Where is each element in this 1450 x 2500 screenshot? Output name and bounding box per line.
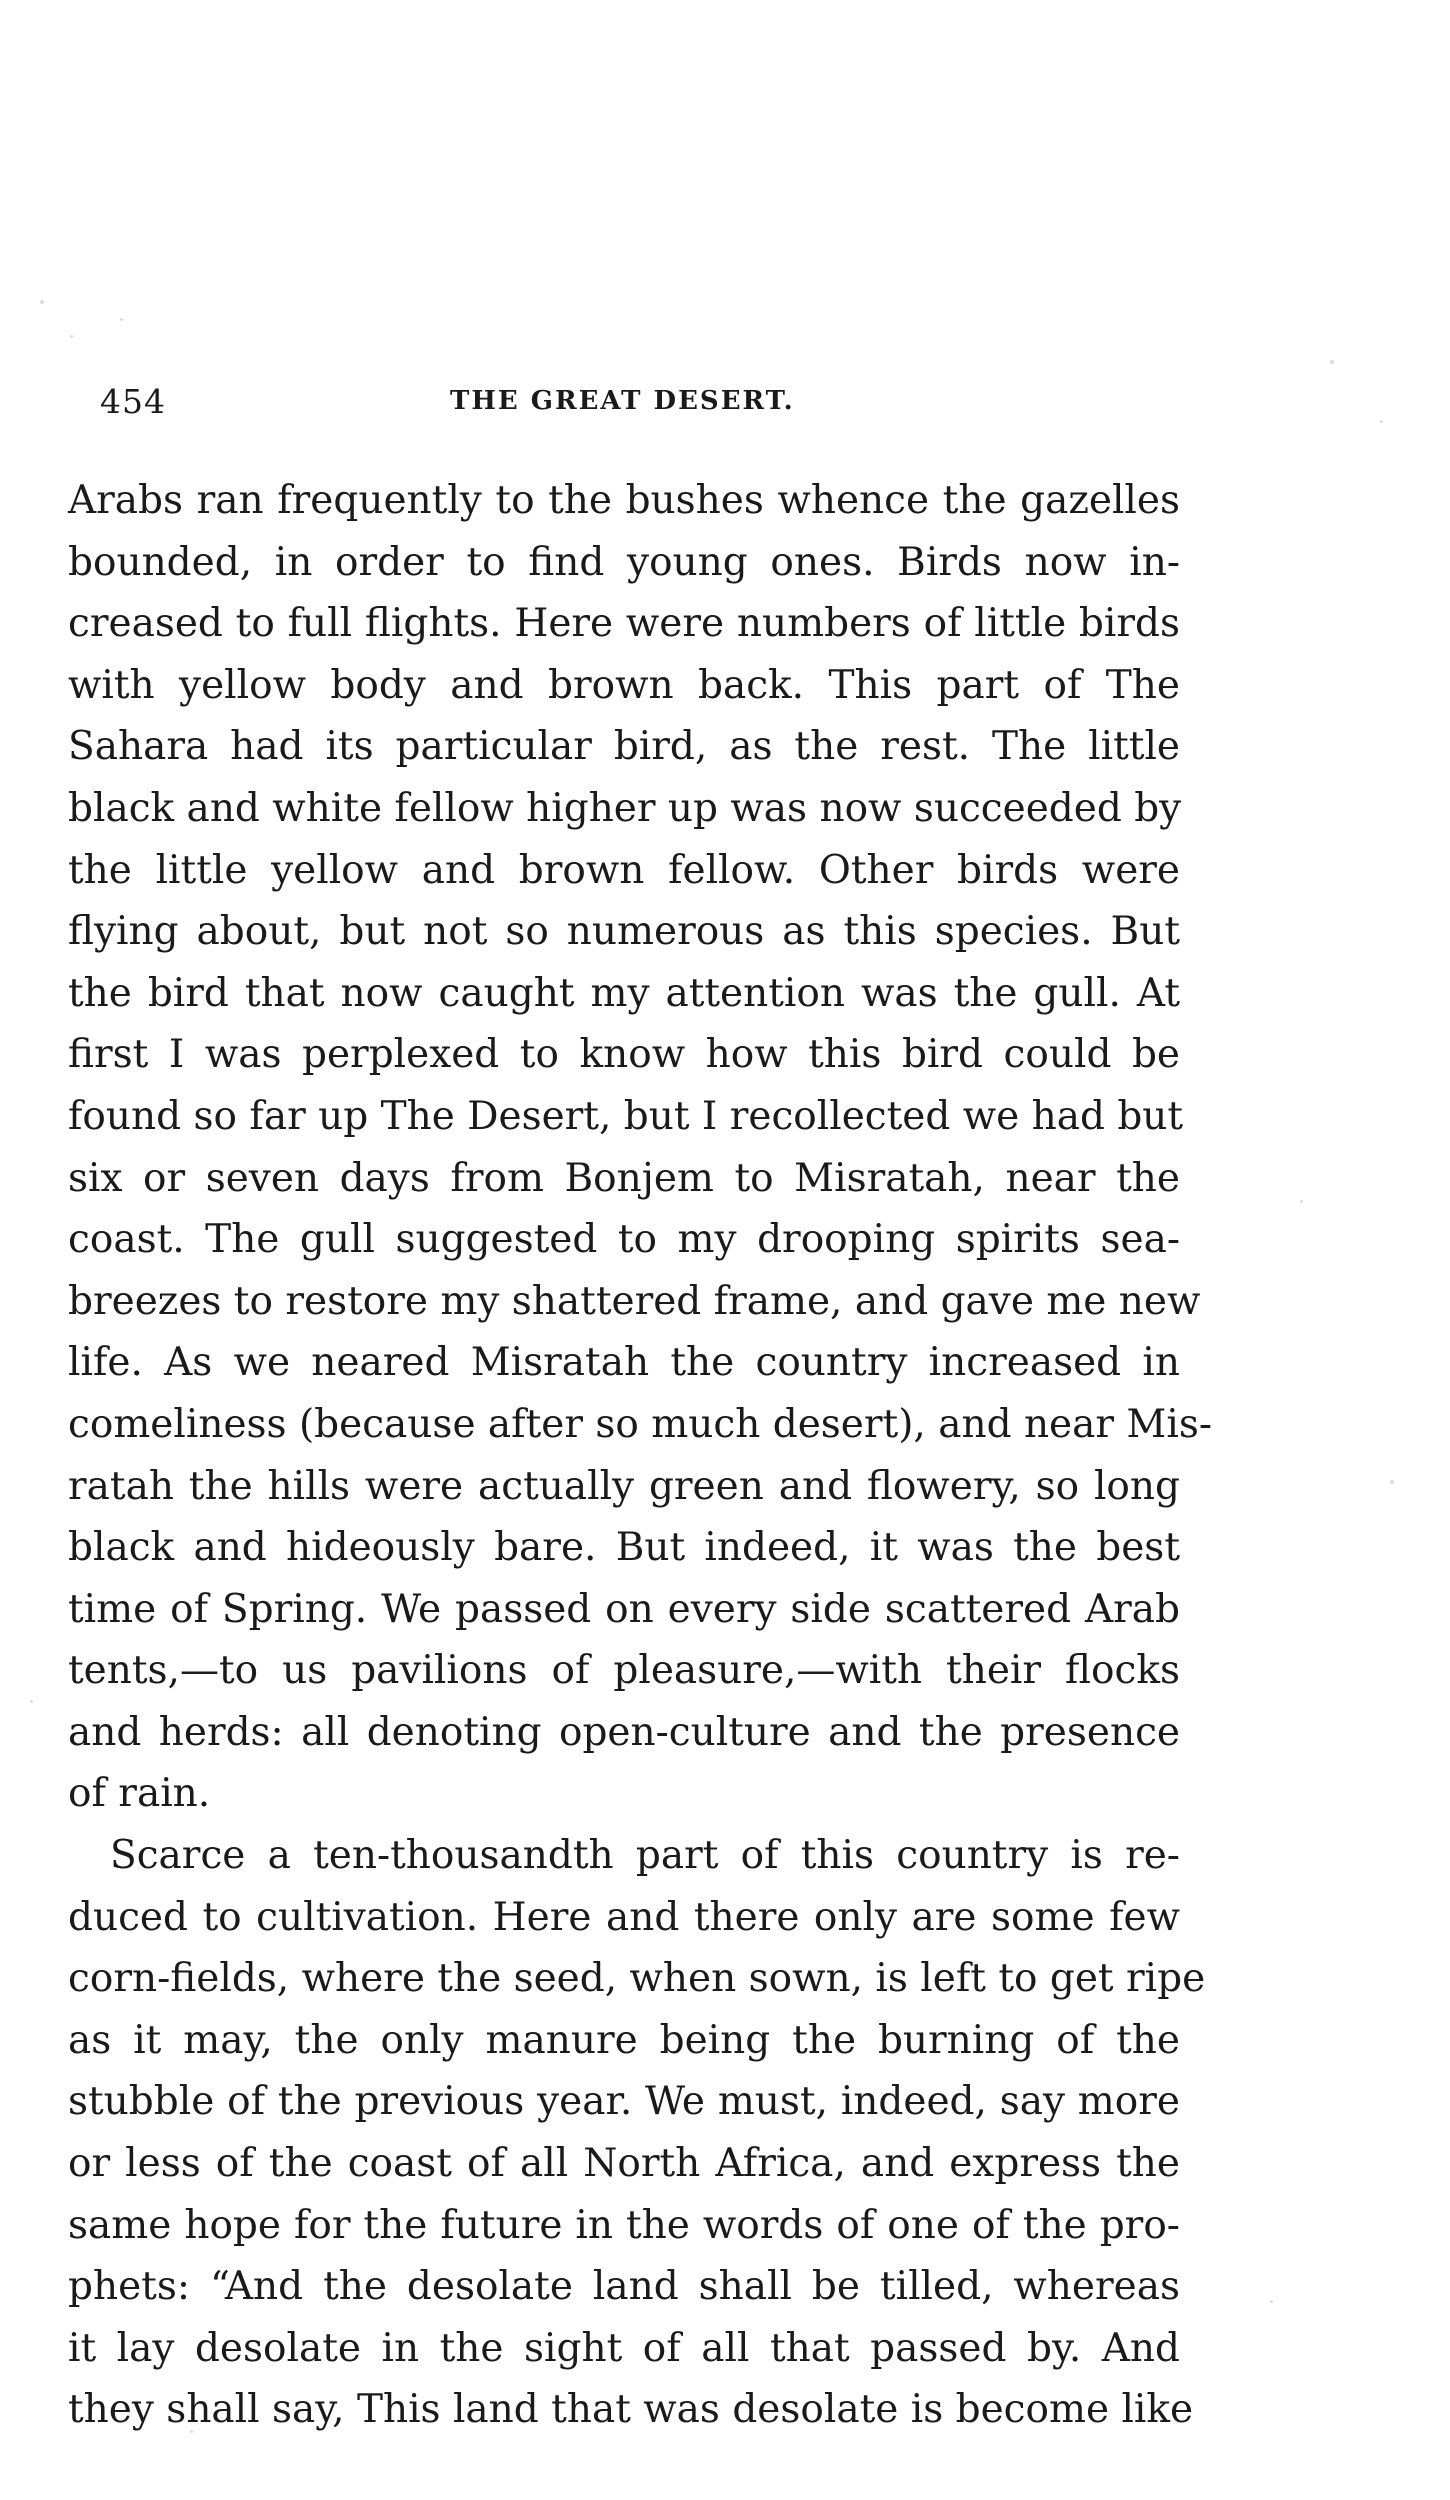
text-line: or less of the coast of all North Africa, and express the: [68, 2141, 1180, 2187]
text-line: black and white fellow higher up was now succeeded by: [68, 785, 1182, 831]
text-line: found so far up The Desert, but I recollected we had but: [68, 1093, 1184, 1139]
text-line: and herds: all denoting open-culture and the presence: [68, 1709, 1180, 1755]
text-line: creased to full flights. Here were numbers of little birds: [68, 601, 1180, 647]
text-line: bounded, in order to find young ones. Birds now in-: [68, 539, 1180, 585]
text-line: tents,—to us pavilions of pleasure,—with their flocks: [68, 1648, 1180, 1694]
text-line: Sahara had its particular bird, as the rest. The little: [68, 724, 1180, 770]
text-line: Arabs ran frequently to the bushes whence the gazelles: [68, 478, 1180, 523]
running-head: THE GREAT DESERT.: [450, 386, 795, 416]
text-line: of rain.: [68, 1771, 211, 1817]
text-line: first I was perplexed to know how this bird could be: [68, 1032, 1180, 1078]
text-line: black and hideously bare. But indeed, it was the best: [68, 1525, 1180, 1571]
paper-speckle: [1300, 1200, 1303, 1203]
text-line: coast. The gull suggested to my drooping spirits sea-: [68, 1217, 1180, 1263]
paper-speckle: [70, 335, 73, 338]
text-line: duced to cultivation. Here and there only are some few: [68, 1894, 1180, 1940]
text-line: as it may, the only manure being the burning of the: [68, 2017, 1180, 2063]
text-line: comeliness (because after so much desert), and near Mis-: [68, 1401, 1213, 1447]
paper-speckle: [40, 300, 44, 304]
text-line: the bird that now caught my attention was the gull. At: [68, 970, 1180, 1016]
page-number: 454: [100, 382, 166, 421]
text-line: Scarce a ten-thousandth part of this country is re-: [110, 1833, 1180, 1879]
text-line: the little yellow and brown fellow. Other birds were: [68, 847, 1180, 893]
text-line: they shall say, This land that was desolate is become like: [68, 2387, 1194, 2433]
paper-speckle: [1390, 1480, 1394, 1484]
text-line: with yellow body and brown back. This part of The: [68, 662, 1180, 708]
paper-speckle: [1330, 360, 1334, 364]
paper-speckle: [1380, 420, 1383, 423]
text-line: flying about, but not so numerous as this species. But: [68, 909, 1180, 955]
text-line: corn-fields, where the seed, when sown, is left to get ripe: [68, 1956, 1206, 2002]
text-line: ratah the hills were actually green and flowery, so long: [68, 1463, 1180, 1509]
page-header: [100, 382, 1200, 432]
text-line: life. As we neared Misratah the country increased in: [68, 1340, 1180, 1386]
text-line: stubble of the previous year. We must, indeed, say more: [68, 2079, 1180, 2125]
text-line: breezes to restore my shattered frame, and gave me new: [68, 1278, 1201, 1324]
paragraph-1: [68, 470, 1213, 1825]
paragraph-2: [68, 1825, 1206, 2441]
text-line: six or seven days from Bonjem to Misratah, near the: [68, 1155, 1180, 1201]
body-text: [68, 470, 1213, 2441]
text-line: phets: “And the desolate land shall be tilled, whereas: [68, 2264, 1180, 2310]
text-line: same hope for the future in the words of one of the pro-: [68, 2202, 1180, 2248]
paper-speckle: [120, 318, 123, 321]
text-line: it lay desolate in the sight of all that passed by. And: [68, 2325, 1180, 2371]
paper-speckle: [30, 1700, 33, 1703]
text-line: time of Spring. We passed on every side scattered Arab: [68, 1586, 1180, 1632]
paper-speckle: [1270, 2300, 1273, 2303]
